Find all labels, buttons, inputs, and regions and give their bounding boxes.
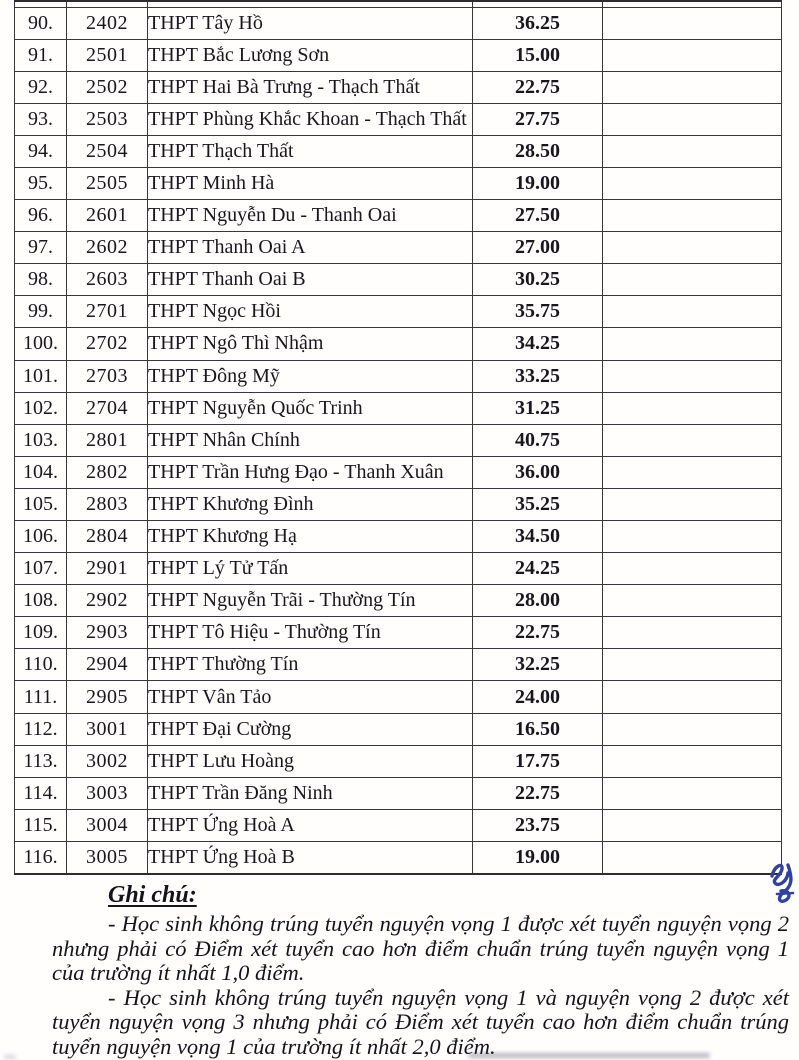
score-cell: 30.25 <box>473 264 603 296</box>
note-paragraph-2: - Học sinh không trúng tuyển nguyện vọng 1 và nguyện vọng 2 được xét tuyển nguyện vọng 3 nhưng phải có Điểm xét tuyển cao hơn điểm chuẩn trúng tuyển nguyện vọng 1 của trường ít nhất 2,0 điểm. <box>52 984 789 1059</box>
table-row <box>15 232 782 264</box>
note-cell <box>603 424 782 456</box>
table-row <box>15 200 782 232</box>
stt-cell: 111. <box>15 681 67 713</box>
code-cell: 2803 <box>67 488 148 520</box>
name-cell: THPT Tô Hiệu - Thường Tín <box>148 617 473 649</box>
name-cell: THPT Khương Hạ <box>148 521 473 553</box>
table-row <box>15 7 782 39</box>
code-cell: 3005 <box>67 841 148 873</box>
score-cell: 22.75 <box>473 617 603 649</box>
note-cell <box>603 488 782 520</box>
score-cell: 27.75 <box>473 103 603 135</box>
stt-cell: 91. <box>15 39 67 71</box>
code-cell: 2602 <box>67 232 148 264</box>
stt-cell: 99. <box>15 296 67 328</box>
cutoff-text-smudge <box>4 1055 16 1059</box>
score-cell: 28.50 <box>473 135 603 167</box>
stt-cell: 106. <box>15 521 67 553</box>
code-cell: 2903 <box>67 617 148 649</box>
code-cell: 2702 <box>67 328 148 360</box>
score-cell: 24.00 <box>473 681 603 713</box>
code-cell: 2502 <box>67 71 148 103</box>
note-cell <box>603 135 782 167</box>
code-cell: 2603 <box>67 264 148 296</box>
score-cell: 16.50 <box>473 713 603 745</box>
name-cell: THPT Ngô Thì Nhậm <box>148 328 473 360</box>
code-cell: 3003 <box>67 777 148 809</box>
note-cell <box>603 456 782 488</box>
table-row <box>15 585 782 617</box>
note-cell <box>603 360 782 392</box>
table-row <box>15 553 782 585</box>
name-cell: THPT Thanh Oai B <box>148 264 473 296</box>
notes-heading: Ghi chú: <box>108 882 197 908</box>
note-cell <box>603 713 782 745</box>
stt-cell: 113. <box>15 745 67 777</box>
table-row <box>15 488 782 520</box>
stt-cell: 94. <box>15 135 67 167</box>
table-row <box>15 777 782 809</box>
note-cell <box>603 232 782 264</box>
name-cell: THPT Vân Tảo <box>148 681 473 713</box>
note-cell <box>603 841 782 873</box>
note-cell <box>603 7 782 39</box>
code-cell: 2904 <box>67 649 148 681</box>
note-cell <box>603 264 782 296</box>
name-cell: THPT Thạch Thất <box>148 135 473 167</box>
stt-cell: 105. <box>15 488 67 520</box>
table-row <box>15 135 782 167</box>
stt-cell: 97. <box>15 232 67 264</box>
stt-cell: 101. <box>15 360 67 392</box>
score-cell: 27.00 <box>473 232 603 264</box>
table-row <box>15 39 782 71</box>
note-cell <box>603 649 782 681</box>
score-cell: 24.25 <box>473 553 603 585</box>
score-table-body <box>15 1 782 874</box>
table-row <box>15 809 782 841</box>
name-cell: THPT Ngọc Hồi <box>148 296 473 328</box>
score-cell: 28.00 <box>473 585 603 617</box>
code-cell: 2703 <box>67 360 148 392</box>
name-cell: THPT Lý Tử Tấn <box>148 553 473 585</box>
stt-cell: 90. <box>15 7 67 39</box>
score-cell: 19.00 <box>473 167 603 199</box>
stt-cell: 98. <box>15 264 67 296</box>
stt-cell: 100. <box>15 328 67 360</box>
name-cell: THPT Phùng Khắc Khoan - Thạch Thất <box>148 103 473 135</box>
name-cell: THPT Trần Hưng Đạo - Thanh Xuân <box>148 456 473 488</box>
note-cell <box>603 328 782 360</box>
name-cell: THPT Ứng Hoà B <box>148 841 473 873</box>
name-cell: THPT Nguyễn Du - Thanh Oai <box>148 200 473 232</box>
name-cell: THPT Đông Mỹ <box>148 360 473 392</box>
table-row <box>15 456 782 488</box>
code-cell: 2901 <box>67 553 148 585</box>
handwritten-initial-icon <box>769 860 799 914</box>
score-cell: 40.75 <box>473 424 603 456</box>
stt-cell: 110. <box>15 649 67 681</box>
name-cell: THPT Đại Cường <box>148 713 473 745</box>
table-row <box>15 328 782 360</box>
name-cell: THPT Nguyễn Quốc Trinh <box>148 392 473 424</box>
note-cell <box>603 585 782 617</box>
score-cell: 35.75 <box>473 296 603 328</box>
name-cell: THPT Khương Đình <box>148 488 473 520</box>
code-cell: 2704 <box>67 392 148 424</box>
name-cell: THPT Bắc Lương Sơn <box>148 39 473 71</box>
name-cell: THPT Minh Hà <box>148 167 473 199</box>
table-row <box>15 264 782 296</box>
code-cell: 3001 <box>67 713 148 745</box>
code-cell: 3002 <box>67 745 148 777</box>
table-row <box>15 360 782 392</box>
note-cell <box>603 681 782 713</box>
table-row <box>15 745 782 777</box>
name-cell: THPT Nhân Chính <box>148 424 473 456</box>
stt-cell: 116. <box>15 841 67 873</box>
notes-section <box>0 882 799 1060</box>
cutoff-text-smudge <box>468 1053 710 1058</box>
stt-cell: 102. <box>15 392 67 424</box>
code-cell: 2802 <box>67 456 148 488</box>
score-cell: 19.00 <box>473 841 603 873</box>
code-cell: 2501 <box>67 39 148 71</box>
name-cell: THPT Hai Bà Trưng - Thạch Thất <box>148 71 473 103</box>
table-row <box>15 392 782 424</box>
table-row <box>15 521 782 553</box>
table-row <box>15 71 782 103</box>
stt-cell: 93. <box>15 103 67 135</box>
score-cell: 35.25 <box>473 488 603 520</box>
note-cell <box>603 296 782 328</box>
name-cell: THPT Ứng Hoà A <box>148 809 473 841</box>
score-cell: 31.25 <box>473 392 603 424</box>
name-cell: THPT Tây Hồ <box>148 7 473 39</box>
stt-cell: 107. <box>15 553 67 585</box>
score-cell: 33.25 <box>473 360 603 392</box>
score-cell: 23.75 <box>473 809 603 841</box>
code-cell: 2701 <box>67 296 148 328</box>
code-cell: 2902 <box>67 585 148 617</box>
note-paragraph-1: - Học sinh không trúng tuyển nguyện vọng 1 được xét tuyển nguyện vọng 2 nhưng phải có Điểm xét tuyển cao hơn điểm chuẩn trúng tuyển nguyện vọng 1 của trường ít nhất 1,0 điểm. <box>52 911 789 986</box>
stt-cell: 96. <box>15 200 67 232</box>
table-row <box>15 103 782 135</box>
score-cell: 17.75 <box>473 745 603 777</box>
table-row <box>15 649 782 681</box>
stt-cell: 108. <box>15 585 67 617</box>
note-cell <box>603 167 782 199</box>
score-cell: 36.00 <box>473 456 603 488</box>
code-cell: 2503 <box>67 103 148 135</box>
table-row <box>15 617 782 649</box>
note-cell <box>603 200 782 232</box>
note-cell <box>603 617 782 649</box>
name-cell: THPT Thanh Oai A <box>148 232 473 264</box>
name-cell: THPT Thường Tín <box>148 649 473 681</box>
table-row <box>15 841 782 873</box>
stt-cell: 104. <box>15 456 67 488</box>
note-cell <box>603 777 782 809</box>
name-cell: THPT Trần Đăng Ninh <box>148 777 473 809</box>
name-cell: THPT Nguyễn Trãi - Thường Tín <box>148 585 473 617</box>
code-cell: 2402 <box>67 7 148 39</box>
table-row <box>15 296 782 328</box>
code-cell: 2505 <box>67 167 148 199</box>
score-cell: 22.75 <box>473 71 603 103</box>
score-table <box>14 0 782 875</box>
code-cell: 2905 <box>67 681 148 713</box>
name-cell: THPT Lưu Hoàng <box>148 745 473 777</box>
table-row <box>15 713 782 745</box>
note-cell <box>603 809 782 841</box>
stt-cell: 95. <box>15 167 67 199</box>
note-cell <box>603 103 782 135</box>
stt-cell: 115. <box>15 809 67 841</box>
note-cell <box>603 392 782 424</box>
code-cell: 2801 <box>67 424 148 456</box>
stt-cell: 114. <box>15 777 67 809</box>
stt-cell: 103. <box>15 424 67 456</box>
table-row <box>15 167 782 199</box>
note-cell <box>603 553 782 585</box>
stt-cell: 109. <box>15 617 67 649</box>
code-cell: 2504 <box>67 135 148 167</box>
score-cell: 22.75 <box>473 777 603 809</box>
stt-cell: 92. <box>15 71 67 103</box>
code-cell: 2601 <box>67 200 148 232</box>
stt-cell: 112. <box>15 713 67 745</box>
note-cell <box>603 521 782 553</box>
score-cell: 27.50 <box>473 200 603 232</box>
table-row <box>15 681 782 713</box>
note-cell <box>603 745 782 777</box>
score-cell: 34.50 <box>473 521 603 553</box>
note-cell <box>603 39 782 71</box>
note-cell <box>603 71 782 103</box>
score-cell: 36.25 <box>473 7 603 39</box>
score-cell: 34.25 <box>473 328 603 360</box>
score-cell: 15.00 <box>473 39 603 71</box>
score-cell: 32.25 <box>473 649 603 681</box>
code-cell: 2804 <box>67 521 148 553</box>
table-row <box>15 424 782 456</box>
code-cell: 3004 <box>67 809 148 841</box>
